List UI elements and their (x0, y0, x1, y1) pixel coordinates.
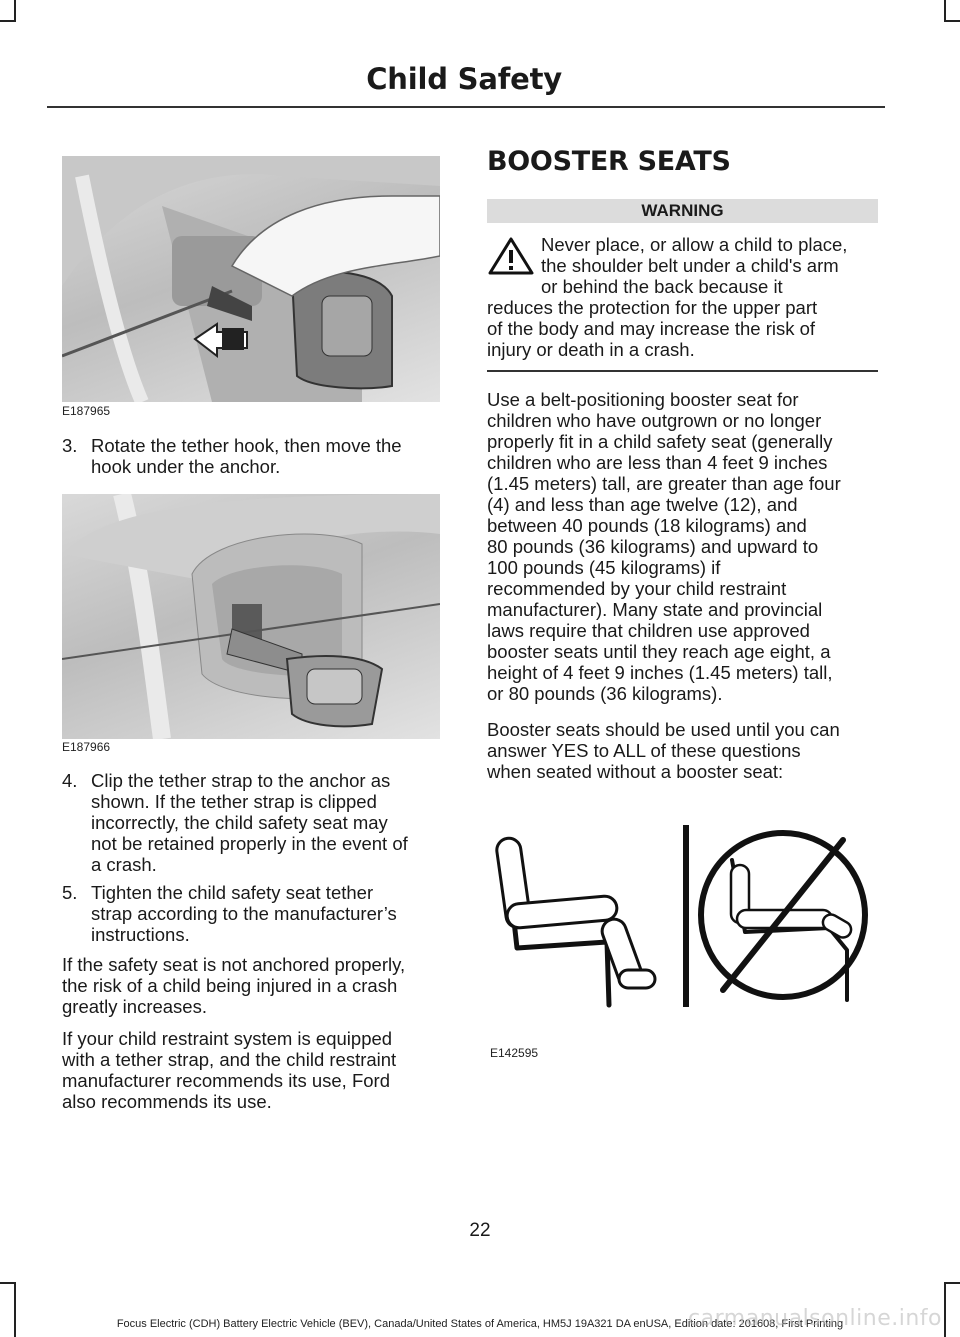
text-line: 80 pounds (36 kilograms) and upward to (487, 536, 819, 557)
text-line: manufacturer). Many state and provincial (487, 599, 823, 620)
text-line: recommended by your child restraint (487, 578, 787, 599)
text-line: or 80 pounds (36 kilograms). (487, 683, 723, 704)
step-4-line: a crash. (91, 854, 157, 875)
footer-text: Focus Electric (CDH) Battery Electric Vehicle (BEV), Canada/United States of America, HM5J 19A321 DA enUSA, Edition date: 201608, First Printing (116, 1318, 844, 1330)
step-5 (62, 882, 452, 948)
figure-code-2: E187966 (62, 740, 111, 754)
crop-mark-top-left-v (14, 0, 16, 22)
step-4 (62, 770, 452, 878)
step-3-number: 3. (62, 435, 78, 456)
text-line: the shoulder belt under a child's arm (541, 255, 839, 276)
text-line: children who have outgrown or no longer (487, 410, 822, 431)
page-number: 22 (469, 1220, 491, 1241)
warning-text-full (487, 297, 882, 360)
step-3-line: hook under the anchor. (91, 456, 281, 477)
crop-mark-top-left-h (0, 20, 16, 22)
text-line: or behind the back because it (541, 276, 783, 297)
tether-anchor-illustration (62, 494, 440, 739)
paragraph-booster-questions (487, 719, 882, 782)
text-line: the risk of a child being injured in a crash (62, 975, 398, 996)
page-header-title: Child Safety (366, 62, 562, 96)
incorrect-posture-figure (701, 833, 865, 1000)
step-3-line: Rotate the tether hook, then move the (91, 435, 402, 456)
correct-posture-figure (495, 837, 655, 1005)
step-3 (62, 435, 452, 479)
figure-code-1: E187965 (62, 404, 111, 418)
step-4-line: incorrectly, the child safety seat may (91, 812, 388, 833)
figure-tether-anchor (62, 494, 440, 739)
figure-tether-hook (62, 156, 440, 402)
paragraph-anchor-risk (62, 954, 457, 1017)
divider-bar (683, 825, 689, 1007)
text-line: Never place, or allow a child to place, (541, 234, 848, 255)
text-line: properly fit in a child safety seat (generally (487, 431, 833, 452)
text-line: If your child restraint system is equipped (62, 1028, 393, 1049)
warning-text-indented (541, 234, 881, 297)
text-line: (1.45 meters) tall, are greater than age four (487, 473, 841, 494)
text-line: (4) and less than age twelve (12), and (487, 494, 798, 515)
header-rule (47, 106, 885, 108)
step-4-line: Clip the tether strap to the anchor as (91, 770, 391, 791)
step-5-number: 5. (62, 882, 78, 903)
watermark: carmanualsonline.info (688, 1306, 942, 1331)
crop-mark-top-right-h (944, 20, 960, 22)
warning-icon (488, 236, 534, 276)
text-line: If the safety seat is not anchored properly, (62, 954, 406, 975)
text-line: of the body and may increase the risk of (487, 318, 816, 339)
step-5-line: instructions. (91, 924, 190, 945)
crop-mark-bottom-left-h (0, 1282, 16, 1284)
text-line: also recommends its use. (62, 1091, 272, 1112)
text-line: with a tether strap, and the child restraint (62, 1049, 397, 1070)
text-line: 100 pounds (45 kilograms) if (487, 557, 721, 578)
text-line: reduces the protection for the upper part (487, 297, 818, 318)
text-line: Use a belt-positioning booster seat for (487, 389, 799, 410)
text-line: injury or death in a crash. (487, 339, 695, 360)
step-5-line: strap according to the manufacturer’s (91, 903, 397, 924)
paragraph-tether-recommendation (62, 1028, 457, 1112)
text-line: Booster seats should be used until you can (487, 719, 840, 740)
text-line: between 40 pounds (18 kilograms) and (487, 515, 807, 536)
crop-mark-top-right-v (944, 0, 946, 22)
step-4-line: shown. If the tether strap is clipped (91, 791, 377, 812)
figure-code-3: E142595 (490, 1046, 539, 1060)
text-line: children who are less than 4 feet 9 inches (487, 452, 828, 473)
step-4-line: not be retained properly in the event of (91, 833, 408, 854)
text-line: laws require that children use approved (487, 620, 810, 641)
warning-heading: WARNING (487, 199, 878, 223)
text-line: height of 4 feet 9 inches (1.45 meters) tall, (487, 662, 833, 683)
tether-hook-illustration (62, 156, 440, 402)
figure-seated-posture (487, 820, 882, 1015)
step-4-number: 4. (62, 770, 78, 791)
warning-bottom-rule (487, 370, 878, 372)
text-line: when seated without a booster seat: (487, 761, 784, 782)
text-line: greatly increases. (62, 996, 207, 1017)
step-5-line: Tighten the child safety seat tether (91, 882, 374, 903)
text-line: answer YES to ALL of these questions (487, 740, 801, 761)
text-line: manufacturer recommends its use, Ford (62, 1070, 390, 1091)
text-line: booster seats until they reach age eight, a (487, 641, 831, 662)
crop-mark-bottom-right-h (944, 1282, 960, 1284)
section-title: BOOSTER SEATS (487, 146, 731, 177)
paragraph-booster-usage (487, 389, 882, 704)
